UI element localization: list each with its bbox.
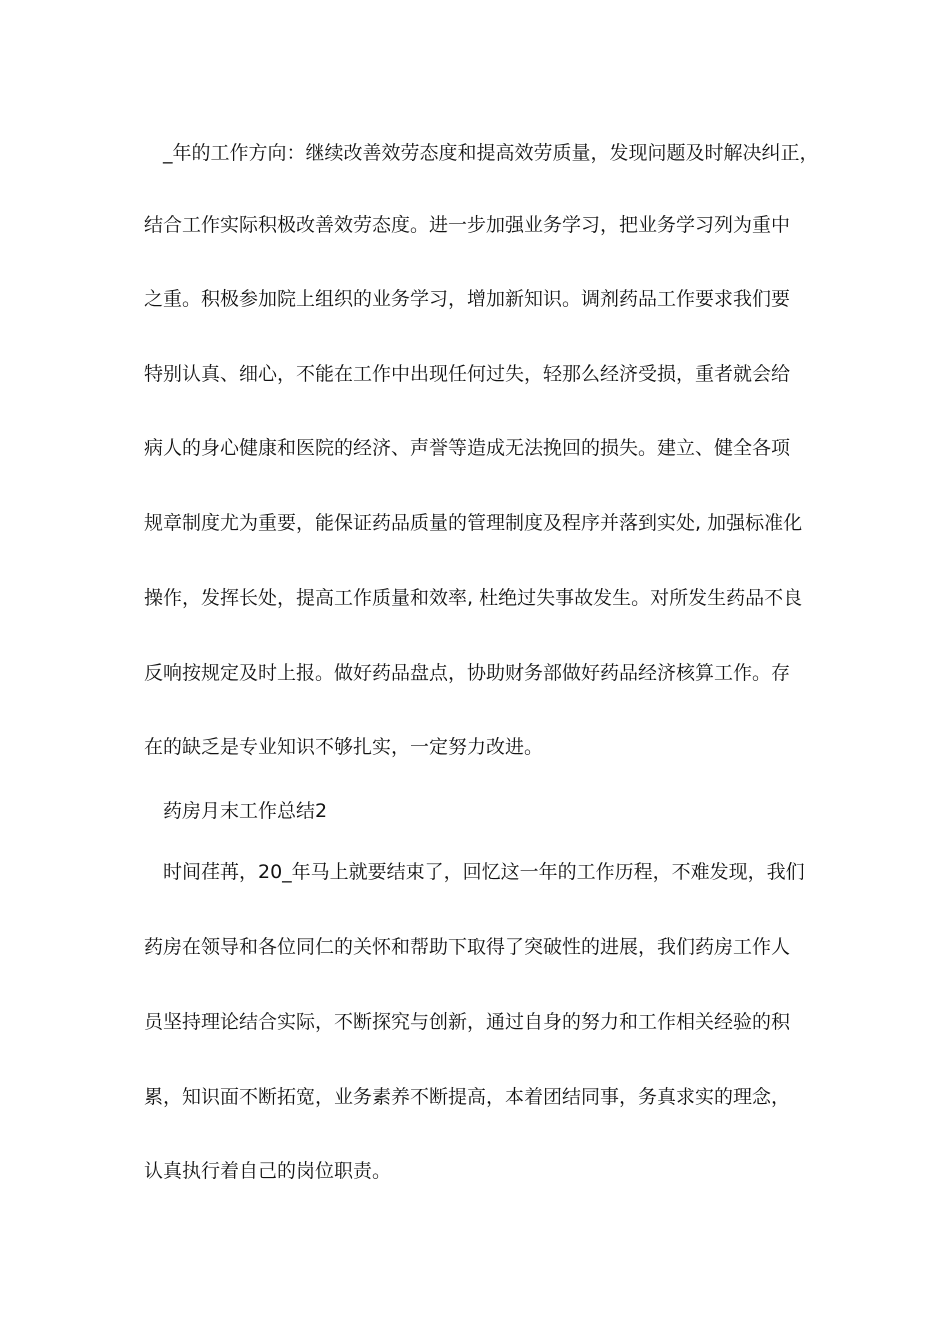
paragraph-1-line-9: 在的缺乏是专业知识不够扎实，一定努力改进。: [144, 736, 544, 758]
paragraph-1-line-1: _年的工作方向：继续改善效劳态度和提高效劳质量，发现问题及时解决纠正，: [163, 142, 819, 164]
paragraph-1-line-6: 规章制度尤为重要，能保证药品质量的管理制度及程序并落到实处, 加强标准化: [144, 512, 803, 534]
paragraph-2-line-1: 时间荏苒，20_年马上就要结束了，回忆这一年的工作历程，不难发现，我们: [163, 861, 805, 883]
paragraph-1-line-7: 操作，发挥长处，提高工作质量和效率, 杜绝过失事故发生。对所发生药品不良: [144, 587, 803, 609]
paragraph-2-line-2: 药房在领导和各位同仁的关怀和帮助下取得了突破性的进展，我们药房工作人: [144, 936, 791, 958]
paragraph-2-line-3: 员坚持理论结合实际，不断探究与创新，通过自身的努力和工作相关经验的积: [144, 1011, 791, 1033]
paragraph-2-line-5: 认真执行着自己的岗位职责。: [144, 1160, 392, 1182]
paragraph-2-line-4: 累，知识面不断拓宽，业务素养不断提高，本着团结同事，务真求实的理念，: [144, 1086, 791, 1108]
paragraph-1-line-2: 结合工作实际积极改善效劳态度。进一步加强业务学习，把业务学习列为重中: [144, 214, 791, 236]
paragraph-1-line-5: 病人的身心健康和医院的经济、声誉等造成无法挽回的损失。建立、健全各项: [144, 437, 791, 459]
paragraph-1-line-3: 之重。积极参加院上组织的业务学习，增加新知识。调剂药品工作要求我们要: [144, 288, 791, 310]
paragraph-1-line-8: 反响按规定及时上报。做好药品盘点，协助财务部做好药品经济核算工作。存: [144, 662, 791, 684]
section-heading: 药房月末工作总结2: [163, 800, 328, 822]
paragraph-1-line-4: 特别认真、细心，不能在工作中出现任何过失，轻那么经济受损，重者就会给: [144, 363, 791, 385]
